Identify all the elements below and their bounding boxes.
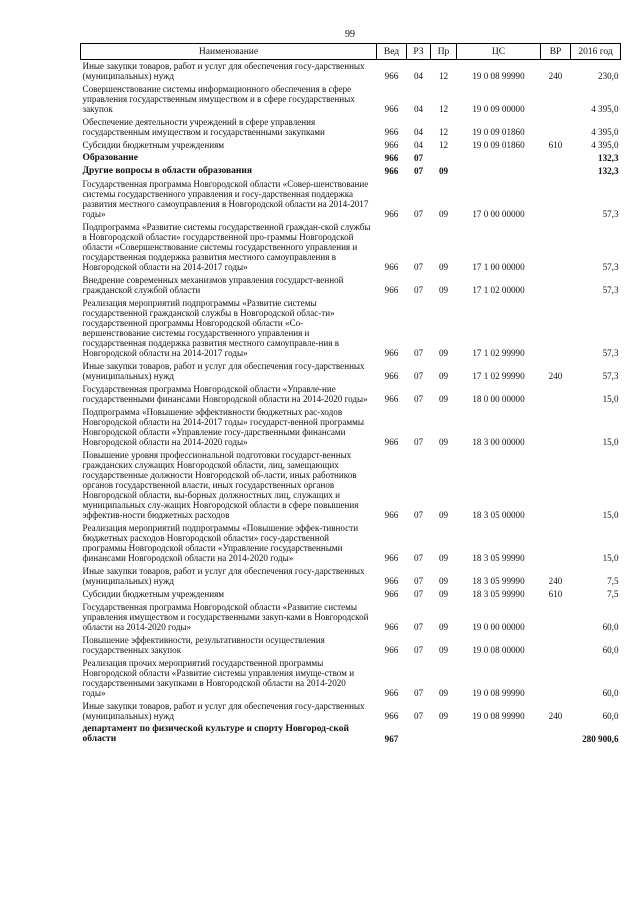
cell-name: Совершенствование системы информационного обеспечения в сфере управления государственным имуществом и в сфере государственных закупок [82,84,355,114]
cell-ved: 966 [384,140,399,150]
cell-ved: 966 [384,127,399,137]
cell-ved: 966 [384,437,399,447]
cell-name: Подпрограмма «Повышение эффективности бюджетных рас-ходов Новгородской области на 2014-2017 годы» государст-венной программы Новгородской области «Управление госу-дарственными финансами Новгородской области на 2014-2020 годы» [82,407,364,447]
cell-vr [541,383,571,406]
cell-vr [541,165,571,178]
cell-sum: 280 900,6 [582,734,619,744]
cell-name: Повышение уровня профессиональной подготовки государст-венных гражданских служащих Новгородской области, лиц, замещающих государственные должности Новгородской об-ласти, иных работников органов государственной власти, иных государственных органов Новгородской области, вы-борных должностных лиц, служащих и муниципальных слу-жащих Новгородской области в сфере повышения эффектив-ности бюджетных расходов [82,450,359,520]
cell-vr [541,116,571,139]
cell-rz: 07 [413,166,424,176]
cell-rz: 07 [413,209,424,219]
table-row [81,700,621,723]
table-body [81,60,621,747]
cell-sum: 57,3 [602,209,619,219]
table-row [81,152,621,165]
budget-table [80,43,621,746]
cell-vr [541,449,571,522]
cell-rz: 07 [413,153,424,163]
cell-vr: 240 [548,576,563,586]
cell-vr [541,657,571,700]
table-row [81,634,621,657]
cell-ved: 966 [384,510,399,520]
table-row [81,139,621,152]
table-row [81,274,621,297]
cell-cs: 17 1 02 99990 [472,371,525,381]
cell-rz: 07 [413,589,424,599]
cell-ved: 966 [384,645,399,655]
cell-sum: 7,5 [607,589,619,599]
cell-name: Иные закупки товаров, работ и услуг для обеспечения госу-дарственных (муниципальных) нужд [82,61,365,81]
cell-name: Реализация мероприятий подпрограммы «Развитие системы государственной гражданской службы в Новгородской облас-ти» государственной программы Новгородской области «Со-вершенствование системы государственного управления и государственная поддержка развития местного самоуправле-ния в Новгородской области на 2014-2017 годы» [82,298,340,358]
cell-ved: 966 [384,711,399,721]
cell-cs: 18 3 05 99990 [472,576,525,586]
table-row [81,406,621,449]
cell-sum: 7,5 [607,576,619,586]
table-row [81,360,621,383]
table-row [81,449,621,522]
cell-name: Субсидии бюджетным учреждениям [82,140,225,150]
cell-pr: 12 [438,140,449,150]
cell-name: Государственная программа Новгородской области «Развитие системы управления имуществом и государственными закуп-ками в Новгородской области на 2014-2020 годы» [82,602,369,632]
cell-pr: 09 [438,510,449,520]
cell-vr [541,152,571,165]
cell-cs: 18 3 05 99990 [472,553,525,563]
cell-pr: 09 [438,576,449,586]
cell-rz: 07 [413,348,424,358]
cell-cs: 17 1 00 00000 [472,262,525,272]
table-row [81,565,621,588]
cell-cs: 17 0 00 00000 [472,209,525,219]
cell-vr [541,297,571,360]
cell-vr [541,406,571,449]
cell-rz: 07 [413,394,424,404]
cell-ved: 967 [384,734,399,744]
cell-vr: 610 [548,589,563,599]
cell-name: Подпрограмма «Развитие системы государственной граждан-ской службы в Новгородской области» государственной про-граммы Новгородской области «Совершенствование системы государственного управления и государственная поддержка развития местного самоуправления в Новгородской области на 2014-2017 годы» [82,222,371,272]
cell-sum: 4 395,0 [591,104,619,114]
cell-pr [431,152,457,165]
cell-name: Образование [82,153,138,163]
cell-cs: 19 0 09 01860 [472,140,525,150]
cell-sum: 4 395,0 [591,127,619,137]
cell-name: Государственная программа Новгородской области «Совер-шенствование системы государственного управления и госу-дарственная поддержка развития местного самоуправления в Новгородской области на 2014-2017 годы» [82,179,369,219]
cell-rz: 07 [413,645,424,655]
cell-vr [541,522,571,565]
cell-cs: 19 0 08 00000 [472,645,525,655]
cell-rz: 04 [413,71,424,81]
cell-cs: 18 3 05 99990 [472,589,525,599]
cell-pr: 09 [438,711,449,721]
page-number: 99 [345,29,355,40]
table-row [81,723,621,746]
cell-name: Иные закупки товаров, работ и услуг для обеспечения госу-дарственных (муниципальных) нужд [82,566,365,586]
cell-cs [457,152,541,165]
cell-pr: 09 [438,371,449,381]
cell-ved: 966 [384,553,399,563]
cell-sum: 60,0 [602,622,619,632]
cell-ved: 966 [384,153,399,163]
cell-rz: 07 [413,553,424,563]
cell-cs: 19 0 09 00000 [472,104,525,114]
cell-pr: 09 [438,262,449,272]
cell-ved: 966 [384,166,399,176]
cell-sum: 60,0 [602,688,619,698]
cell-pr: 09 [438,348,449,358]
cell-name: Государственная программа Новгородской области «Управле-ние государственными финансами Новгородской области на 2014-2020 годы» [82,384,368,404]
col-header-cs: ЦС [457,44,541,60]
cell-vr: 610 [548,140,563,150]
cell-pr: 09 [438,394,449,404]
cell-pr: 09 [438,645,449,655]
cell-rz: 07 [413,510,424,520]
cell-vr [541,723,571,746]
cell-cs: 18 0 00 00000 [472,394,525,404]
cell-sum: 15,0 [602,437,619,447]
table-row [81,588,621,601]
cell-rz: 07 [413,711,424,721]
cell-pr: 12 [438,71,449,81]
cell-vr [541,274,571,297]
cell-pr: 09 [438,553,449,563]
cell-rz: 07 [413,262,424,272]
table-row [81,383,621,406]
cell-name: Другие вопросы в области образования [82,166,253,176]
cell-name: Иные закупки товаров, работ и услуг для обеспечения госу-дарственных (муниципальных) нужд [82,701,365,721]
cell-rz: 07 [413,285,424,295]
cell-cs: 19 0 00 00000 [472,622,525,632]
table-row [81,297,621,360]
cell-pr: 09 [438,688,449,698]
cell-vr: 240 [548,371,563,381]
cell-ved: 966 [384,576,399,586]
cell-rz: 07 [413,371,424,381]
cell-ved: 966 [384,209,399,219]
cell-ved: 966 [384,262,399,272]
cell-cs [457,723,541,746]
cell-sum: 15,0 [602,553,619,563]
cell-sum: 4 395,0 [591,140,619,150]
cell-name: Субсидии бюджетным учреждениям [82,589,225,599]
cell-ved: 966 [384,371,399,381]
table-row [81,657,621,700]
cell-vr [541,83,571,116]
cell-rz: 07 [413,688,424,698]
cell-pr: 09 [438,166,449,176]
cell-vr [541,221,571,274]
table-row [81,221,621,274]
col-header-pr: Пр [431,44,457,60]
cell-pr: 09 [438,622,449,632]
cell-sum: 132,3 [598,166,619,176]
table-row [81,601,621,634]
cell-name: Повышение эффективности, результативности осуществления государственных закупок [82,635,325,655]
table-header-row [81,44,621,60]
col-header-rz: РЗ [407,44,431,60]
cell-cs: 19 0 08 99990 [472,711,525,721]
cell-cs: 17 1 02 99990 [472,348,525,358]
cell-rz: 07 [413,622,424,632]
table-row [81,60,621,84]
cell-sum: 15,0 [602,394,619,404]
cell-ved: 966 [384,71,399,81]
col-header-ved: Вед [377,44,407,60]
cell-name: Реализация прочих мероприятий государственной программы Новгородской области «Развитие системы управления имуще-ством и государственными закупками в Новгородской области на 2014-2020 годы» [82,658,355,698]
cell-sum: 132,3 [598,153,619,163]
cell-pr: 09 [438,437,449,447]
cell-rz: 04 [413,104,424,114]
cell-sum: 57,3 [602,371,619,381]
cell-rz: 07 [413,437,424,447]
table-row [81,522,621,565]
cell-pr: 09 [438,209,449,219]
cell-rz [407,723,431,746]
cell-ved: 966 [384,104,399,114]
cell-cs: 18 3 00 00000 [472,437,525,447]
table-row [81,178,621,221]
cell-cs: 17 1 02 00000 [472,285,525,295]
cell-vr: 240 [548,71,563,81]
col-header-name: Наименование [81,44,377,60]
cell-cs: 18 3 05 00000 [472,510,525,520]
cell-ved: 966 [384,589,399,599]
cell-ved: 966 [384,622,399,632]
cell-sum: 57,3 [602,285,619,295]
cell-rz: 04 [413,127,424,137]
document-page [80,30,620,746]
cell-sum: 15,0 [602,510,619,520]
cell-cs: 19 0 09 01860 [472,127,525,137]
col-header-year: 2016 год [571,44,621,60]
cell-sum: 60,0 [602,711,619,721]
cell-cs: 19 0 08 99990 [472,688,525,698]
cell-vr: 240 [548,711,563,721]
cell-pr: 12 [438,104,449,114]
cell-ved: 966 [384,394,399,404]
cell-pr: 09 [438,285,449,295]
cell-vr [541,601,571,634]
cell-sum: 60,0 [602,645,619,655]
cell-ved: 966 [384,285,399,295]
cell-ved: 966 [384,348,399,358]
cell-name: Реализация мероприятий подпрограммы «Повышение эффек-тивности бюджетных расходов Новгородской области» госу-дарственной программы Новгородской области «Управление государственными финансами Новгородской области на 2014-2020 годы» [82,523,359,563]
cell-pr: 09 [438,589,449,599]
cell-cs: 19 0 08 99990 [472,71,525,81]
cell-pr: 12 [438,127,449,137]
cell-vr [541,634,571,657]
col-header-vr: ВР [541,44,571,60]
cell-name: Внедрение современных механизмов управления государст-венной гражданской службой области [82,275,344,295]
cell-name: Иные закупки товаров, работ и услуг для обеспечения госу-дарственных (муниципальных) нужд [82,361,365,381]
cell-pr [431,723,457,746]
cell-rz: 04 [413,140,424,150]
cell-sum: 230,0 [598,71,619,81]
cell-rz: 07 [413,576,424,586]
table-row [81,83,621,116]
cell-ved: 966 [384,688,399,698]
cell-cs [457,165,541,178]
cell-name: департамент по физической культуре и спорту Новгород-ской области [82,724,349,744]
table-row [81,165,621,178]
cell-name: Обеспечение деятельности учреждений в сфере управления государственным имуществом и государственными закупками [82,117,325,137]
cell-sum: 57,3 [602,262,619,272]
table-row [81,116,621,139]
cell-sum: 57,3 [602,348,619,358]
cell-vr [541,178,571,221]
